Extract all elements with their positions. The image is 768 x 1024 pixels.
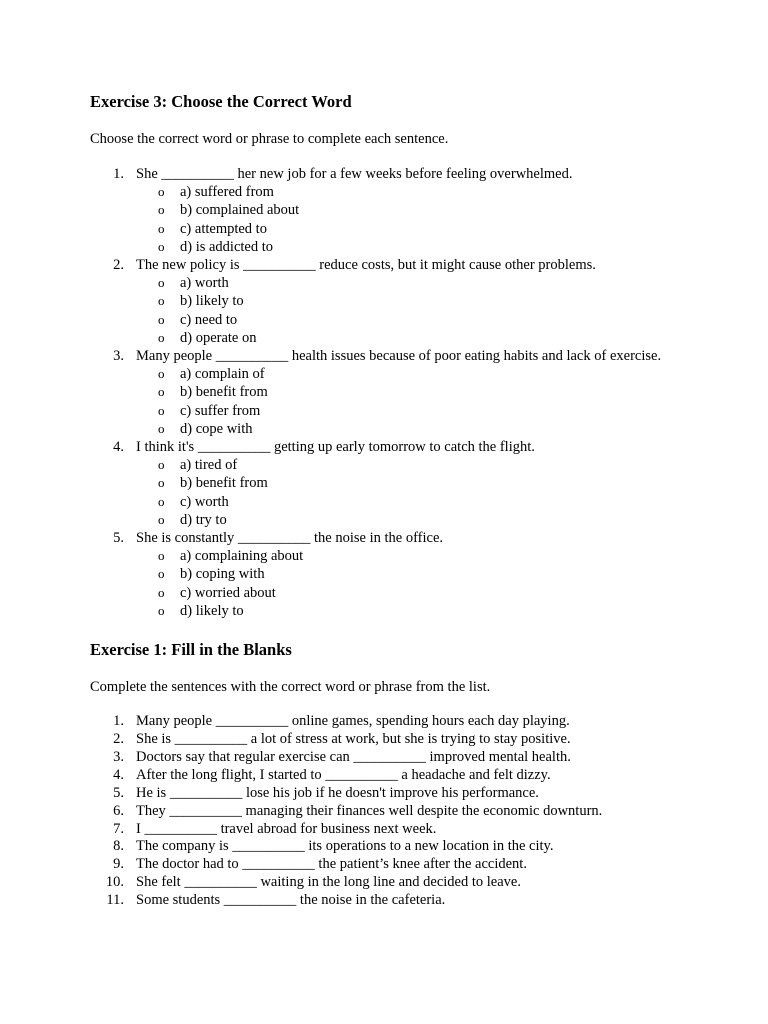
item-number: 3.: [113, 748, 124, 765]
option-item: [136, 201, 690, 219]
option-text: a) suffered from: [180, 184, 274, 201]
option-list: [136, 183, 690, 256]
exercise-3-section: [90, 92, 690, 620]
fill-item: [90, 731, 690, 749]
option-bullet: o: [158, 184, 165, 200]
option-text: b) complained about: [180, 202, 300, 219]
option-bullet: o: [158, 329, 165, 345]
option-bullet: o: [158, 457, 165, 473]
option-bullet: o: [158, 584, 165, 600]
option-bullet: o: [158, 202, 165, 218]
item-number: 10.: [105, 874, 124, 891]
option-bullet: o: [158, 384, 165, 400]
fill-item: [90, 785, 690, 803]
item-number: 4.: [113, 766, 124, 783]
item-number: 9.: [113, 856, 124, 873]
option-item: [136, 584, 690, 602]
item-text: I __________ travel abroad for business next week.: [136, 820, 437, 837]
item-number: 5.: [113, 784, 124, 801]
fill-item: [90, 713, 690, 731]
fill-item: [90, 767, 690, 785]
option-item: [136, 602, 690, 620]
question-item: [90, 165, 690, 256]
option-item: [136, 511, 690, 529]
option-text: c) worried about: [180, 584, 276, 601]
item-text: Many people __________ online games, spending hours each day playing.: [136, 713, 570, 730]
item-number: 2.: [113, 730, 124, 747]
question-number: 3.: [113, 348, 124, 365]
option-text: d) try to: [180, 511, 227, 528]
option-bullet: o: [158, 311, 165, 327]
exercise-3-question-list: [90, 165, 690, 620]
exercise-1-item-list: [90, 713, 690, 910]
option-list: [136, 547, 690, 620]
item-text: Doctors say that regular exercise can __________ improved mental health.: [136, 748, 571, 765]
option-item: [136, 292, 690, 310]
item-text: Some students __________ the noise in the cafeteria.: [136, 892, 446, 909]
option-text: d) operate on: [180, 329, 257, 346]
option-item: [136, 420, 690, 438]
fill-item: [90, 803, 690, 821]
document-page: [90, 92, 690, 910]
question-text: She __________ her new job for a few weeks before feeling overwhelmed.: [136, 166, 573, 182]
option-bullet: o: [158, 402, 165, 418]
question-text: The new policy is __________ reduce costs, but it might cause other problems.: [136, 257, 596, 274]
option-text: c) worth: [180, 493, 229, 510]
option-text: a) tired of: [180, 457, 238, 474]
option-bullet: o: [158, 475, 165, 491]
option-bullet: o: [158, 493, 165, 509]
option-item: [136, 220, 690, 238]
option-list: [136, 456, 690, 529]
option-bullet: o: [158, 548, 165, 564]
item-text: He is __________ lose his job if he doesn't improve his performance.: [136, 784, 539, 801]
option-item: [136, 329, 690, 347]
item-number: 1.: [113, 713, 124, 730]
option-text: d) likely to: [180, 602, 244, 619]
fill-item: [90, 749, 690, 767]
option-bullet: o: [158, 275, 165, 291]
option-item: [136, 365, 690, 383]
option-text: c) need to: [180, 311, 238, 328]
exercise-1-instruction: Complete the sentences with the correct word or phrase from the list.: [90, 679, 491, 696]
exercise-1-section: [90, 640, 690, 910]
option-item: [136, 274, 690, 292]
option-item: [136, 238, 690, 256]
item-number: 8.: [113, 838, 124, 855]
option-bullet: o: [158, 220, 165, 236]
option-bullet: o: [158, 511, 165, 527]
option-text: d) is addicted to: [180, 238, 274, 255]
fill-item: [90, 856, 690, 874]
option-item: [136, 565, 690, 583]
option-list: [136, 365, 690, 438]
option-text: b) coping with: [180, 566, 265, 583]
item-text: They __________ managing their finances well despite the economic downturn.: [136, 802, 603, 819]
option-bullet: o: [158, 602, 165, 618]
option-bullet: o: [158, 420, 165, 436]
item-number: 11.: [106, 892, 124, 909]
option-list: [136, 274, 690, 347]
question-number: 4.: [113, 439, 124, 456]
option-text: a) complain of: [180, 366, 265, 383]
option-text: b) benefit from: [180, 475, 268, 492]
question-text: Many people __________ health issues because of poor eating habits and lack of exercise.: [136, 348, 662, 365]
fill-item: [90, 821, 690, 839]
item-text: The doctor had to __________ the patient’s knee after the accident.: [136, 856, 527, 873]
option-item: [136, 311, 690, 329]
option-text: c) suffer from: [180, 402, 261, 419]
question-text: She is constantly __________ the noise in the office.: [136, 530, 444, 547]
option-item: [136, 402, 690, 420]
fill-item: [90, 874, 690, 892]
option-bullet: o: [158, 238, 165, 254]
item-text: After the long flight, I started to __________ a headache and felt dizzy.: [136, 766, 551, 783]
option-item: [136, 547, 690, 565]
exercise-3-instruction: Choose the correct word or phrase to complete each sentence.: [90, 131, 449, 147]
item-number: 7.: [113, 820, 124, 837]
question-number: 2.: [113, 257, 124, 274]
exercise-1-title: Exercise 1: Fill in the Blanks: [90, 640, 292, 660]
option-bullet: o: [158, 566, 165, 582]
option-text: d) cope with: [180, 420, 253, 437]
option-text: c) attempted to: [180, 220, 267, 237]
question-item: [90, 256, 690, 347]
option-item: [136, 183, 690, 201]
option-item: [136, 456, 690, 474]
exercise-3-title: Exercise 3: Choose the Correct Word: [90, 92, 352, 111]
question-text: I think it's __________ getting up early tomorrow to catch the flight.: [136, 439, 535, 456]
option-item: [136, 493, 690, 511]
fill-item: [90, 838, 690, 856]
question-item: [90, 438, 690, 529]
fill-item: [90, 892, 690, 910]
question-item: [90, 529, 690, 620]
question-number: 1.: [113, 166, 124, 182]
item-text: The company is __________ its operations to a new location in the city.: [136, 838, 554, 855]
question-item: [90, 347, 690, 438]
question-number: 5.: [113, 530, 124, 547]
item-text: She is __________ a lot of stress at work, but she is trying to stay positive.: [136, 730, 571, 747]
option-bullet: o: [158, 293, 165, 309]
option-text: b) likely to: [180, 293, 244, 310]
option-item: [136, 383, 690, 401]
option-text: b) benefit from: [180, 384, 268, 401]
option-text: a) worth: [180, 275, 229, 292]
item-number: 6.: [113, 802, 124, 819]
option-text: a) complaining about: [180, 548, 304, 565]
option-item: [136, 474, 690, 492]
option-bullet: o: [158, 366, 165, 382]
item-text: She felt __________ waiting in the long line and decided to leave.: [136, 874, 521, 891]
